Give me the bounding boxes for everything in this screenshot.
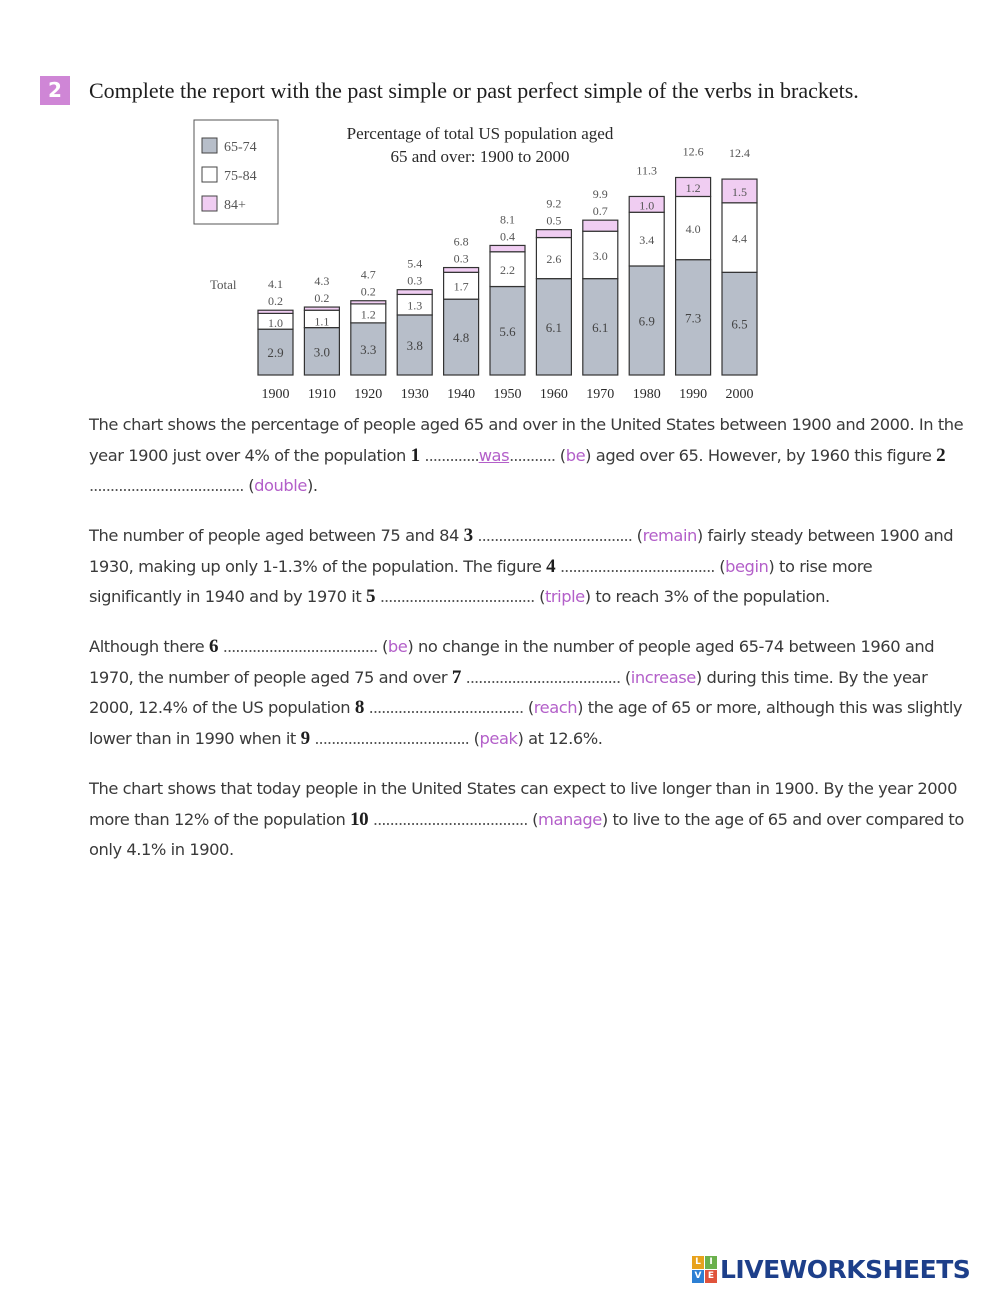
bar-segment: [490, 245, 525, 251]
report-paragraph-1: [89, 410, 969, 502]
chart-title-line: Percentage of total US population aged: [346, 124, 614, 143]
bar-segment: [351, 301, 386, 304]
legend-swatch: [202, 167, 217, 182]
bar-value-label: 0.3: [407, 273, 423, 288]
bar-segment: [536, 230, 571, 238]
legend-swatch: [202, 196, 217, 211]
legend-label: 75-84: [224, 169, 257, 184]
bar-value-label: 4.0: [685, 222, 701, 237]
verb-hint-word: peak: [479, 728, 518, 748]
brand-logo-icon: [692, 1256, 717, 1283]
gap-number: 4: [546, 555, 556, 577]
brand-logo-letter: E: [705, 1270, 717, 1283]
brand-logo-letter: V: [692, 1270, 704, 1283]
gap-number: 6: [208, 636, 219, 657]
verb-hint-word: triple: [544, 587, 585, 606]
report-paragraph-2: [89, 521, 969, 613]
gap-number: 10: [350, 808, 369, 830]
bar-value-label: 1.0: [268, 316, 283, 331]
x-tick-label: 1910: [307, 387, 336, 402]
bar-value-label: 5.6: [499, 323, 516, 339]
population-chart: [0, 0, 1000, 410]
gap-number: 2: [936, 444, 946, 466]
verb-hint: (remain): [636, 526, 703, 545]
bar-total-label: 5.4: [407, 256, 423, 271]
bar-total-label: 6.8: [453, 234, 469, 249]
answer-blank[interactable]: .....................................: [314, 728, 469, 748]
legend-swatch: [202, 138, 217, 153]
bar-value-label: 6.1: [545, 319, 563, 335]
x-tick-label: 1990: [679, 387, 708, 402]
chart-legend: [194, 120, 278, 224]
bar-value-label: 0.2: [268, 294, 283, 309]
report-text: The chart shows that today people in the United States can expect to live longer than in 1900. By the year 2000 more than 12% of the population: [89, 779, 958, 829]
filled-answer[interactable]: was: [478, 445, 510, 465]
report-text: no change in the number of people aged 65-74 between 1960 and 1970, the number of people aged 75 and over: [89, 637, 935, 687]
answer-blank[interactable]: .....................................: [89, 476, 244, 495]
legend-label: 84+: [224, 198, 246, 213]
bar-value-label: 4.4: [732, 231, 747, 246]
bar-total-label: 4.1: [268, 277, 283, 292]
answer-blank[interactable]: .....................................: [372, 809, 528, 829]
report-text: The number of people aged between 75 and 84: [89, 526, 464, 545]
task-instruction: Complete the report with the past simple or past perfect simple of the verbs in brackets.: [89, 78, 859, 103]
gap-number: 5: [366, 586, 376, 607]
chart-title: [347, 124, 614, 166]
report-text: to live to the age of 65 and over compared to only 4.1% in 1900.: [89, 809, 964, 859]
bar-segment: [444, 268, 479, 273]
report-text: fairly steady between 1900 and 1930, making up only 1-1.3% of the population. The figure: [89, 526, 954, 576]
answer-blank[interactable]: .....................................: [465, 667, 621, 687]
total-label: Total: [210, 277, 237, 292]
bar-value-label: 0.4: [500, 229, 515, 244]
gap-number: 7: [451, 666, 461, 688]
bar-total-label: 4.3: [314, 274, 330, 289]
bar-total-label: 9.9: [592, 187, 608, 202]
verb-hint-word: increase: [630, 667, 696, 687]
verb-hint: (begin): [719, 556, 775, 576]
answer-blank[interactable]: .....................................: [379, 587, 535, 606]
answer-blank[interactable]: .....................................: [222, 637, 378, 656]
bar-segment: [397, 290, 432, 295]
report-text: .: [312, 476, 318, 495]
bar-value-label: 2.2: [500, 263, 515, 278]
verb-hint-word: be: [387, 637, 408, 656]
verb-hint-word: remain: [642, 526, 697, 545]
report-text: to rise more significantly in 1940 and by 1970 it: [89, 556, 873, 606]
x-tick-label: 1900: [261, 387, 290, 402]
answer-blank[interactable]: .............: [424, 445, 479, 465]
verb-hint-word: begin: [725, 556, 769, 576]
verb-hint: (double): [248, 476, 313, 495]
bar-value-label: 1.5: [732, 184, 747, 199]
verb-hint: (manage): [532, 809, 608, 829]
bar-value-label: 1.3: [407, 298, 423, 313]
verb-hint: (be): [559, 445, 592, 465]
x-tick-label: 2000: [725, 387, 754, 402]
x-tick-label: 1980: [632, 387, 661, 402]
answer-blank[interactable]: .....................................: [368, 698, 524, 717]
verb-hint: (be): [382, 637, 414, 656]
bar-value-label: 1.2: [360, 307, 376, 322]
gap-number: 3: [463, 525, 473, 546]
bar-total-label: 11.3: [636, 163, 657, 178]
x-tick-label: 1960: [539, 387, 568, 402]
verb-hint: (increase): [624, 667, 702, 687]
legend-label: 65-74: [224, 140, 257, 155]
bar-value-label: 3.4: [639, 233, 655, 248]
bar-value-label: 6.9: [638, 313, 655, 329]
answer-blank[interactable]: ...........: [509, 445, 556, 465]
bar-segment: [583, 220, 618, 231]
report-text: Although there: [89, 637, 209, 656]
bar-total-label: 4.7: [360, 267, 376, 282]
x-tick-label: 1930: [400, 387, 429, 402]
verb-hint-word: double: [254, 476, 307, 495]
brand-logo-letter: I: [705, 1256, 717, 1269]
bar-value-label: 7.3: [684, 310, 702, 326]
verb-hint-word: manage: [538, 809, 602, 829]
bar-total-label: 9.2: [546, 196, 562, 211]
bar-segment: [258, 310, 293, 313]
verb-hint: (peak): [473, 728, 524, 748]
chart-title-line: 65 and over: 1900 to 2000: [390, 147, 570, 166]
task-number-badge: 2: [40, 76, 70, 105]
report-text: during this time. By the year 2000, 12.4% of the US population: [89, 667, 928, 717]
report-text: aged over 65. However, by 1960 this figure: [591, 445, 937, 465]
brand-name: LIVEWORKSHEETS: [720, 1254, 971, 1284]
bar-value-label: 1.2: [685, 180, 701, 195]
bar-value-label: 1.7: [453, 279, 469, 294]
report-paragraph-4: [89, 774, 969, 866]
x-tick-label: 1940: [447, 387, 476, 402]
brand-logo-letter: L: [692, 1256, 704, 1269]
x-tick-label: 1970: [586, 387, 615, 402]
bar-value-label: 3.8: [406, 337, 423, 353]
verb-hint: (triple): [539, 587, 591, 606]
bar-value-label: 0.3: [453, 251, 469, 266]
bar-value-label: 3.3: [360, 341, 377, 357]
bar-value-label: 3.0: [313, 344, 331, 360]
chart-marks: [210, 145, 757, 403]
x-tick-label: 1950: [493, 387, 522, 402]
report-text: to reach 3% of the population.: [590, 587, 830, 606]
bar-total-label: 12.6: [682, 144, 704, 159]
gap-number: 9: [300, 727, 310, 749]
bar-value-label: 3.0: [592, 248, 608, 263]
report-paragraph-3: [89, 632, 969, 754]
report-text: at 12.6%.: [523, 728, 603, 748]
report-text: The chart shows the percentage of people aged 65 and over in the United States between 1900 and 2000. In the year 1900 just over 4% of the population: [89, 415, 964, 465]
bar-value-label: 0.2: [360, 284, 376, 299]
bar-total-label: 12.4: [729, 146, 750, 161]
bar-value-label: 2.6: [546, 252, 562, 267]
x-tick-label: 1920: [354, 387, 383, 402]
verb-hint: (reach): [527, 698, 584, 717]
bar-value-label: 2.9: [267, 345, 284, 361]
bar-value-label: 6.1: [592, 319, 609, 335]
bar-value-label: 6.5: [731, 316, 748, 332]
bar-value-label: 4.8: [452, 330, 470, 346]
bar-value-label: 1.0: [639, 198, 655, 213]
bar-value-label: 0.5: [546, 213, 562, 228]
verb-hint-word: reach: [533, 698, 578, 717]
gap-number: 1: [410, 444, 420, 466]
report-text: the age of 65 or more, although this was slightly lower than in 1990 when it: [89, 698, 963, 748]
bar-value-label: 1.1: [314, 314, 330, 329]
bar-total-label: 8.1: [500, 212, 515, 227]
answer-blank[interactable]: .....................................: [477, 526, 632, 545]
verb-hint-word: be: [565, 445, 586, 465]
brand-footer: [692, 1254, 970, 1284]
gap-number: 8: [354, 697, 364, 718]
bar-value-label: 0.7: [592, 204, 608, 219]
bar-segment: [304, 307, 339, 310]
answer-blank[interactable]: .....................................: [559, 556, 715, 576]
bar-value-label: 0.2: [314, 291, 330, 306]
